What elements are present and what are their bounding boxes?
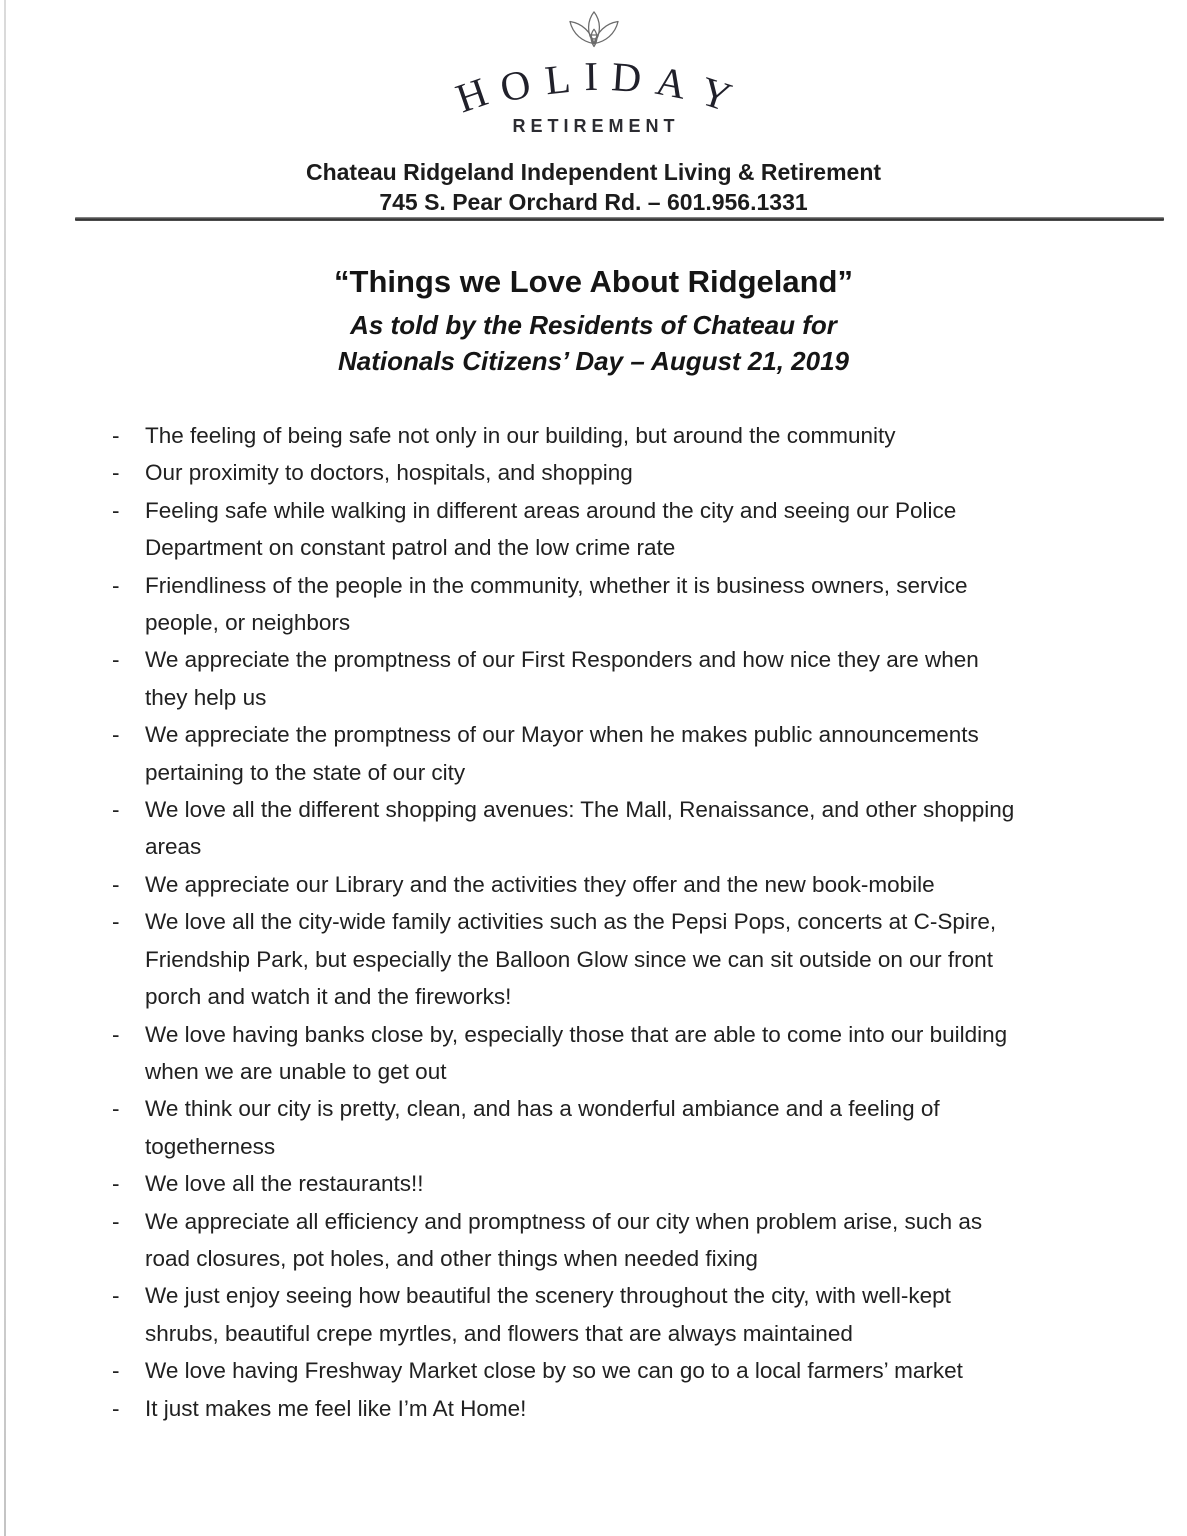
list-item [0, 492, 1187, 567]
list-item-text [145, 492, 1187, 567]
list-item-line: We love all the restaurants!! [145, 1171, 424, 1197]
list-item-text [145, 641, 1187, 716]
bullet-dash: - [112, 460, 120, 486]
bullet-dash: - [112, 1358, 120, 1384]
list-item-line: We love having banks close by, especially those that are able to come into our building [145, 1021, 1008, 1047]
list-item-line: We love all the different shopping avenues: The Mall, Renaissance, and other shopping [145, 797, 1015, 823]
list-item-line: We think our city is pretty, clean, and has a wonderful ambiance and a feeling of [145, 1096, 940, 1122]
bullet-dash: - [112, 1171, 120, 1197]
list-item-line: It just makes me feel like I’m At Home! [145, 1395, 527, 1421]
list-item-text [145, 1352, 1187, 1389]
list-item [0, 1090, 1187, 1165]
list-item-line: Our proximity to doctors, hospitals, and shopping [145, 460, 633, 486]
list-item-line: they help us [145, 684, 267, 710]
list-item-line: Department on constant patrol and the low crime rate [145, 535, 676, 561]
bullet-dash: - [112, 1021, 120, 1047]
brand-letter: A [652, 56, 691, 108]
document-subtitle-line1: As told by the Residents of Chateau for [350, 310, 837, 340]
list-item-text [145, 1390, 1187, 1427]
list-item-text [145, 1203, 1187, 1278]
list-item-text [145, 1090, 1187, 1165]
bullet-dash: - [112, 423, 120, 448]
list-item [0, 866, 1187, 903]
bullet-dash: - [112, 909, 120, 935]
brand-letter: Y [694, 67, 737, 121]
brand-letter: O [496, 59, 535, 111]
list-item-line: togetherness [145, 1133, 276, 1159]
list-item-line: Friendship Park, but especially the Balloon Glow since we can sit outside on our front [145, 946, 993, 972]
list-item-line: road closures, pot holes, and other things when needed fixing [145, 1245, 758, 1271]
bullet-dash: - [112, 1395, 120, 1421]
list-item-text [145, 716, 1187, 791]
list-item [0, 1203, 1187, 1278]
list-item [0, 716, 1187, 791]
bullet-dash: - [112, 1283, 120, 1309]
list-item [0, 417, 1187, 454]
bullet-dash: - [112, 797, 120, 823]
list-item-line: porch and watch it and the fireworks! [145, 984, 512, 1010]
love-list [0, 417, 1187, 1427]
list-item [0, 567, 1187, 642]
list-item-text [145, 1165, 1187, 1202]
list-item-line: We just enjoy seeing how beautiful the scenery throughout the city, with well-kept [145, 1283, 951, 1309]
list-item-text [145, 567, 1187, 642]
brand-letter: I [583, 52, 599, 100]
bullet-dash: - [112, 647, 120, 673]
bullet-dash: - [112, 1208, 120, 1234]
brand-letter: H [449, 68, 493, 122]
list-item [0, 903, 1187, 1015]
list-item-text [145, 903, 1187, 1015]
list-item-line: We love having Freshway Market close by so we can go to a local farmers’ market [145, 1358, 963, 1384]
list-item-text [145, 1277, 1187, 1352]
list-item-line: shrubs, beautiful crepe myrtles, and flowers that are always maintained [145, 1320, 853, 1346]
brand-letter: D [610, 53, 644, 102]
document-subtitle-line2: Nationals Citizens’ Day – August 21, 2019 [337, 346, 850, 376]
list-item [0, 1352, 1187, 1389]
list-item [0, 791, 1187, 866]
community-name-line: Chateau Ridgeland Independent Living & Retirement [305, 159, 882, 185]
list-item-text [145, 1016, 1187, 1091]
list-item [0, 1016, 1187, 1091]
list-item-text [145, 454, 1187, 491]
bullet-dash: - [112, 1096, 120, 1122]
list-item-line: areas [145, 834, 202, 860]
list-item-line: We appreciate all efficiency and promptness of our city when problem arise, such as [145, 1208, 983, 1234]
document-title: “Things we Love About Ridgeland” [334, 264, 853, 299]
list-item [0, 1390, 1187, 1427]
bullet-dash: - [112, 572, 120, 598]
letterhead-divider-rule [75, 217, 1164, 221]
list-item-line: pertaining to the state of our city [145, 759, 466, 785]
bullet-dash: - [112, 722, 120, 748]
list-item [0, 454, 1187, 491]
list-item-line: when we are unable to get out [145, 1058, 447, 1084]
list-item [0, 1277, 1187, 1352]
list-item-line: people, or neighbors [145, 610, 351, 636]
list-item-line: We appreciate the promptness of our Mayor when he makes public announcements [145, 722, 979, 748]
list-item-line: Feeling safe while walking in different areas around the city and seeing our Police [145, 497, 957, 523]
list-item-line: Friendliness of the people in the community, whether it is business owners, service [145, 572, 968, 598]
list-item-text [145, 417, 1187, 454]
list-item-line: We love all the city-wide family activities such as the Pepsi Pops, concerts at C-Spire, [145, 909, 997, 935]
list-item-line: The feeling of being safe not only in our building, but around the community [145, 423, 896, 448]
list-item-line: We appreciate the promptness of our First Responders and how nice they are when [145, 647, 979, 673]
list-item-line: We appreciate our Library and the activities they offer and the new book-mobile [145, 871, 935, 897]
address-phone-line: 745 S. Pear Orchard Rd. – 601.956.1331 [379, 189, 808, 215]
brand-letter: L [542, 54, 573, 104]
list-item-text [145, 791, 1187, 866]
list-item [0, 1165, 1187, 1202]
brand-wordmark-retirement: RETIREMENT [512, 116, 680, 136]
list-item [0, 641, 1187, 716]
list-item-text [145, 866, 1187, 903]
bullet-dash: - [112, 871, 120, 897]
bullet-dash: - [112, 497, 120, 523]
